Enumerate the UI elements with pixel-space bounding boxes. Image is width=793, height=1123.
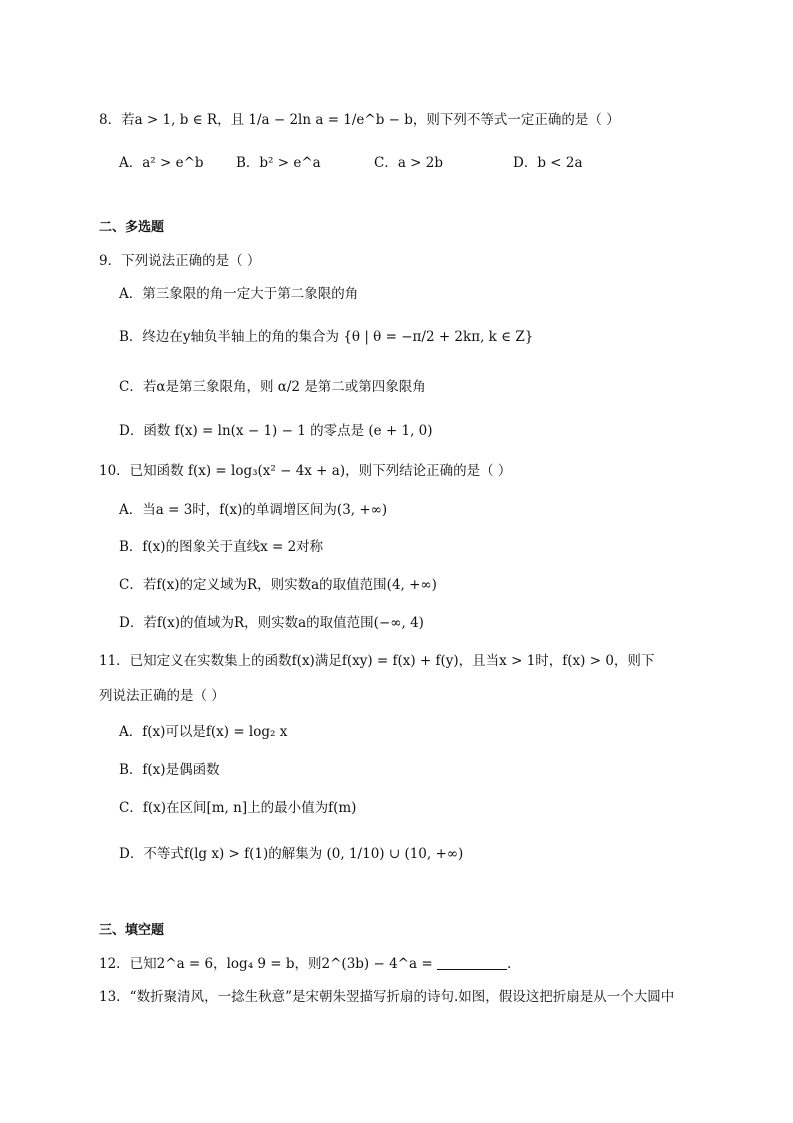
question-11-stem-line1: 11．已知定义在实数集上的函数f(x)满足f(xy) = f(x) + f(y)，且当x > 1时，f(x) > 0，则下	[99, 653, 655, 669]
q11-option-a: A．f(x)可以是f(x) = log₂ x	[119, 724, 288, 740]
question-12-tail: .	[506, 956, 512, 972]
q11-option-b: B．f(x)是偶函数	[119, 762, 220, 778]
question-11-stem-line2: 列说法正确的是（ ）	[99, 688, 225, 704]
q9-option-b: B．终边在y轴负半轴上的角的集合为 {θ | θ = −π/2 + 2kπ, k ∈ Z}	[119, 329, 534, 345]
q8-option-a: A．a² > e^b	[119, 155, 204, 171]
question-12	[99, 954, 511, 974]
question-12-stem: 12．已知2^a = 6，log₄ 9 = b，则2^(3b) − 4^a =	[99, 956, 433, 972]
q9-option-a: A．第三象限的角一定大于第二象限的角	[119, 286, 359, 302]
q9-option-c: C．若α是第三象限角，则 α/2 是第二或第四象限角	[119, 379, 426, 395]
q10-option-a: A．当a = 3时，f(x)的单调增区间为(3, +∞)	[119, 502, 388, 518]
q10-option-b: B．f(x)的图象关于直线x = 2对称	[119, 539, 324, 555]
q10-option-d: D．若f(x)的值域为R，则实数a的取值范围(−∞, 4)	[119, 615, 424, 631]
q11-option-d: D．不等式f(lg x) > f(1)的解集为 (0, 1/10) ∪ (10, +∞)	[119, 846, 464, 862]
q8-option-b: B．b² > e^a	[236, 155, 321, 171]
q8-option-d: D．b < 2a	[513, 155, 583, 171]
question-8-stem: 8．若a > 1, b ∈ R，且 1/a − 2ln a = 1/e^b − b，则下列不等式一定正确的是（ ）	[99, 112, 620, 128]
q9-option-d: D．函数 f(x) = ln(x − 1) − 1 的零点是 (e + 1, 0)	[119, 423, 433, 439]
section-heading-fill-in: 三、填空题	[99, 923, 165, 938]
q11-option-c: C．f(x)在区间[m, n]上的最小值为f(m)	[119, 800, 357, 816]
q10-option-c: C．若f(x)的定义域为R，则实数a的取值范围(4, +∞)	[119, 577, 437, 593]
answer-blank[interactable]	[437, 955, 507, 970]
question-13-stem: 13．“数折聚清风，一捻生秋意”是宋朝朱翌描写折扇的诗句.如图，假设这把折扇是从一个大圆中	[99, 989, 675, 1005]
question-10-stem: 10．已知函数 f(x) = log₃(x² − 4x + a)，则下列结论正确的是（ ）	[99, 463, 512, 479]
q8-option-c: C．a > 2b	[374, 155, 444, 171]
section-heading-multiple-choice: 二、多选题	[99, 220, 165, 235]
question-9-stem: 9．下列说法正确的是（ ）	[99, 253, 261, 269]
